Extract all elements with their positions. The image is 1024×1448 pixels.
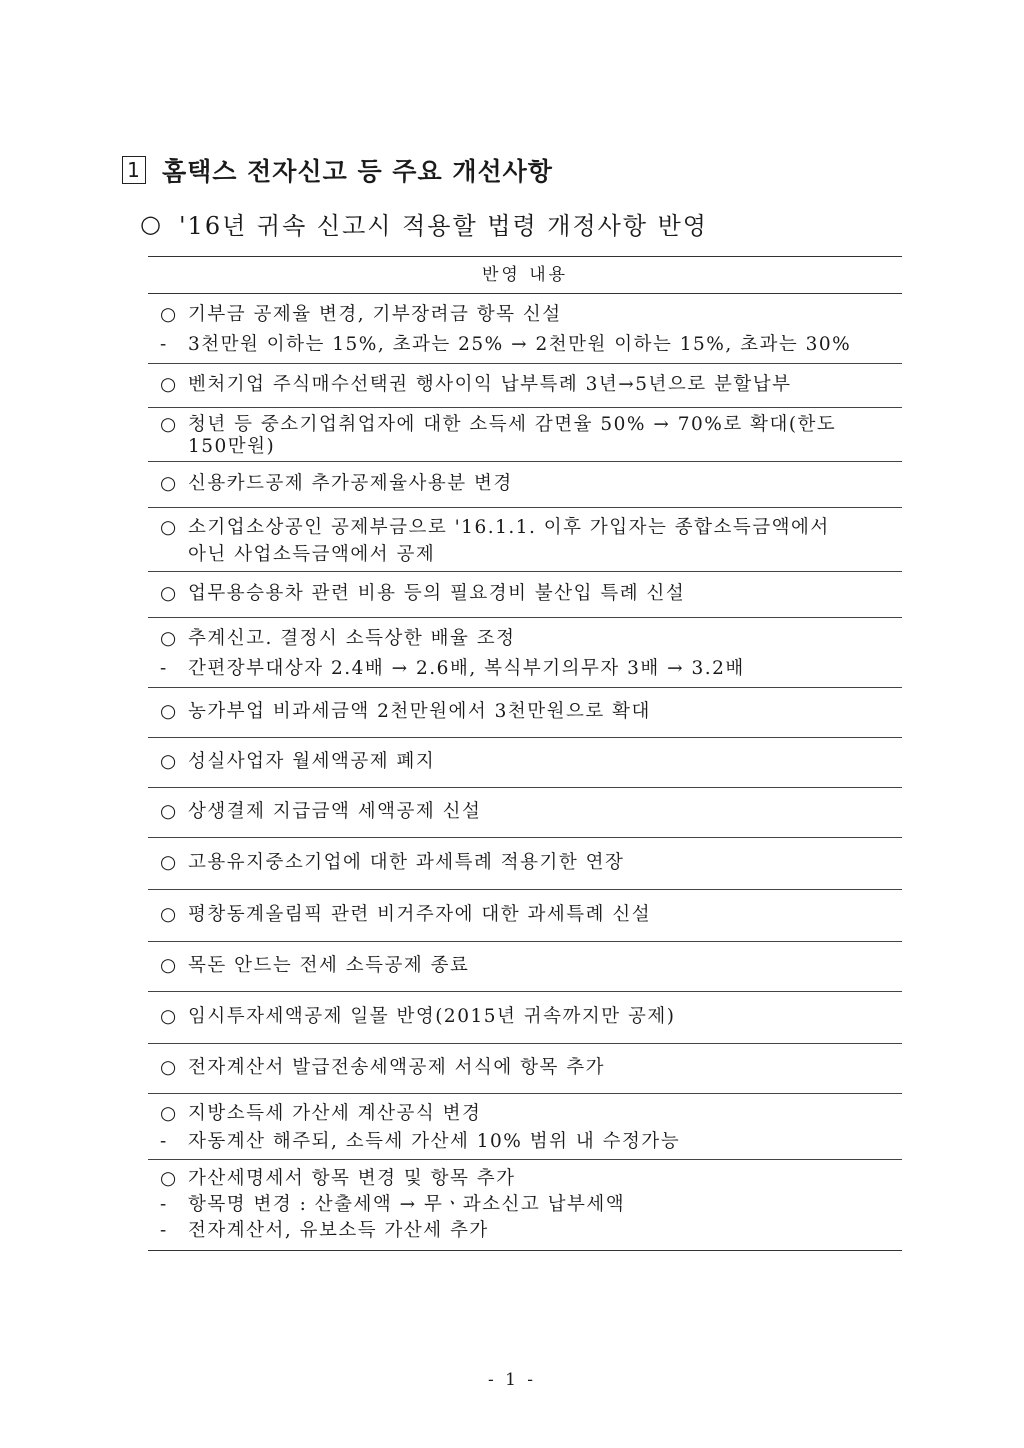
dash-bullet-icon: - bbox=[160, 658, 168, 679]
item-text: 가산세명세서 항목 변경 및 항목 추가 bbox=[188, 1168, 516, 1189]
table-body bbox=[148, 294, 902, 1250]
dash-bullet-icon: - bbox=[160, 1194, 168, 1215]
item-line bbox=[160, 541, 894, 568]
table-row bbox=[148, 462, 902, 508]
table-row bbox=[148, 992, 902, 1044]
circle-bullet-icon: ○ bbox=[160, 1006, 178, 1027]
indent bbox=[160, 541, 188, 568]
sub-item-line bbox=[160, 1218, 894, 1244]
table-row bbox=[148, 1160, 902, 1250]
table-row bbox=[148, 294, 902, 364]
item-line bbox=[160, 370, 894, 400]
item-text: 임시투자세액공제 일몰 반영(2015년 귀속까지만 공제) bbox=[188, 1006, 676, 1027]
item-line bbox=[160, 1050, 894, 1086]
dash-bullet-icon: - bbox=[160, 1220, 168, 1241]
table-row bbox=[148, 738, 902, 788]
circle-bullet-icon: ○ bbox=[160, 374, 178, 395]
item-text: 고용유지중소기업에 대한 과세특례 적용기한 연장 bbox=[188, 852, 625, 873]
table-row bbox=[148, 788, 902, 838]
circle-bullet-icon: ○ bbox=[160, 414, 178, 435]
circle-bullet-icon: ○ bbox=[160, 628, 178, 649]
table-row bbox=[148, 1094, 902, 1160]
table-row bbox=[148, 408, 902, 462]
dash-bullet-icon: - bbox=[160, 1131, 168, 1152]
circle-bullet-icon: ○ bbox=[160, 304, 178, 325]
page-number: - 1 - bbox=[487, 1370, 537, 1390]
item-text: 전자계산서 발급전송세액공제 서식에 항목 추가 bbox=[188, 1057, 605, 1078]
item-line bbox=[160, 948, 894, 984]
indent bbox=[160, 436, 188, 458]
item-text: 평창동계올림픽 관련 비거주자에 대한 과세특례 신설 bbox=[188, 904, 652, 925]
circle-bullet-icon: ○ bbox=[160, 955, 178, 976]
item-line bbox=[160, 414, 894, 436]
dash-bullet-icon: - bbox=[160, 334, 168, 355]
item-text: 전자계산서, 유보소득 가산세 추가 bbox=[188, 1220, 489, 1241]
item-text: 추계신고. 결정시 소득상한 배율 조정 bbox=[188, 628, 516, 649]
section-heading bbox=[122, 152, 553, 188]
sub-item-line bbox=[160, 1128, 894, 1156]
item-text: 항목명 변경 : 산출세액 → 무ㆍ과소신고 납부세액 bbox=[188, 1194, 626, 1215]
item-line bbox=[160, 1166, 894, 1192]
item-line bbox=[160, 436, 894, 458]
item-text: 150만원) bbox=[188, 436, 276, 457]
table-row bbox=[148, 838, 902, 890]
circle-bullet-icon: ○ bbox=[160, 517, 178, 538]
circle-bullet-icon: ○ bbox=[160, 1168, 178, 1189]
table-header: 반영 내용 bbox=[148, 257, 902, 294]
subtitle bbox=[140, 206, 708, 241]
item-line bbox=[160, 744, 894, 780]
item-line bbox=[160, 844, 894, 882]
table-row bbox=[148, 890, 902, 942]
circle-bullet-icon: ○ bbox=[160, 701, 178, 722]
item-line bbox=[160, 794, 894, 830]
circle-bullet-icon: ○ bbox=[160, 904, 178, 925]
circle-bullet-icon: ○ bbox=[160, 801, 178, 822]
item-line bbox=[160, 694, 894, 730]
item-text: 성실사업자 월세액공제 폐지 bbox=[188, 751, 436, 772]
circle-bullet-icon: ○ bbox=[160, 751, 178, 772]
item-line bbox=[160, 578, 894, 610]
table-row bbox=[148, 618, 902, 688]
item-text: 목돈 안드는 전세 소득공제 종료 bbox=[188, 955, 470, 976]
item-text: 간편장부대상자 2.4배 → 2.6배, 복식부기의무자 3배 → 3.2배 bbox=[188, 658, 745, 679]
circle-bullet-icon: ○ bbox=[160, 852, 178, 873]
item-text: 청년 등 중소기업취업자에 대한 소득세 감면율 50% → 70%로 확대(한도 bbox=[188, 414, 837, 435]
table-row bbox=[148, 688, 902, 738]
circle-bullet-icon: ○ bbox=[160, 583, 178, 604]
table-row bbox=[148, 1044, 902, 1094]
sub-item-line bbox=[160, 654, 894, 684]
item-text: 신용카드공제 추가공제율사용분 변경 bbox=[188, 473, 513, 494]
table-row bbox=[148, 508, 902, 572]
section-number-box: 1 bbox=[122, 156, 146, 184]
table-row bbox=[148, 364, 902, 408]
sub-item-line bbox=[160, 330, 894, 360]
section-title: 홈택스 전자신고 등 주요 개선사항 bbox=[162, 157, 553, 186]
item-text: 상생결제 지급금액 세액공제 신설 bbox=[188, 801, 482, 822]
circle-bullet-icon: ○ bbox=[140, 209, 163, 238]
item-line bbox=[160, 300, 894, 330]
item-line bbox=[160, 896, 894, 934]
item-text: 기부금 공제율 변경, 기부장려금 항목 신설 bbox=[188, 304, 562, 325]
item-line bbox=[160, 624, 894, 654]
table-row bbox=[148, 942, 902, 992]
item-text: 소기업소상공인 공제부금으로 '16.1.1. 이후 가입자는 종합소득금액에서 bbox=[188, 517, 830, 538]
item-text: 농가부업 비과세금액 2천만원에서 3천만원으로 확대 bbox=[188, 701, 651, 722]
item-line bbox=[160, 514, 894, 541]
item-text: 지방소득세 가산세 계산공식 변경 bbox=[188, 1103, 482, 1124]
item-text: 아닌 사업소득금액에서 공제 bbox=[188, 544, 436, 565]
subtitle-text: '16년 귀속 신고시 적용할 법령 개정사항 반영 bbox=[178, 212, 708, 240]
sub-item-line bbox=[160, 1192, 894, 1218]
item-text: 3천만원 이하는 15%, 초과는 25% → 2천만원 이하는 15%, 초과는 30% bbox=[188, 334, 852, 355]
item-line bbox=[160, 1100, 894, 1128]
circle-bullet-icon: ○ bbox=[160, 1057, 178, 1078]
item-line bbox=[160, 468, 894, 500]
changes-table bbox=[148, 256, 902, 1251]
item-text: 업무용승용차 관련 비용 등의 필요경비 불산입 특례 신설 bbox=[188, 583, 686, 604]
circle-bullet-icon: ○ bbox=[160, 473, 178, 494]
item-line bbox=[160, 998, 894, 1036]
item-text: 벤처기업 주식매수선택권 행사이익 납부특례 3년→5년으로 분할납부 bbox=[188, 374, 792, 395]
item-text: 자동계산 해주되, 소득세 가산세 10% 범위 내 수정가능 bbox=[188, 1131, 681, 1152]
circle-bullet-icon: ○ bbox=[160, 1103, 178, 1124]
table-row bbox=[148, 572, 902, 618]
